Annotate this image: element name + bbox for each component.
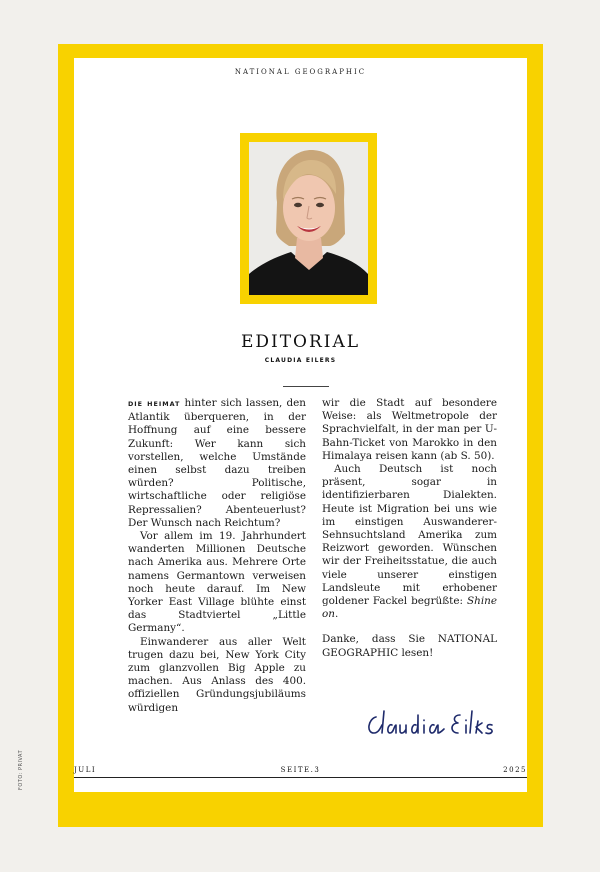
paragraph-4: wir die Stadt auf besondere Weise: als Weltmetropole der Sprachvielfalt, in der man per U-Bahn-Ticket von Marokko in den Himalaya reisen kann (ab S. 50). [322, 397, 497, 462]
portrait-photo [249, 142, 368, 295]
signature-drawing [362, 703, 502, 743]
paragraph-5-text: Auch Deutsch ist noch präsent, sogar in identifizierbaren Dialekten. Heute ist Migration bei uns wie im einstigen Auswanderer-Sehnsuchtsland Amerika zum Reizwort geworden. Wünschen wir der Freiheitsstatue, die auch viele unserer einstigen Landsleute mit erhobener goldener Fackel begrüßte: [322, 463, 497, 608]
masthead: NATIONAL GEOGRAPHIC [234, 68, 367, 76]
paragraph-5-end: . [334, 608, 339, 621]
photo-credit: FOTO: PRIVAT [18, 749, 24, 790]
footer-page-number: SEITE.3 [280, 766, 321, 774]
paragraph-3: Einwanderer aus aller Welt trugen dazu bei, New York City zum glanzvollen Big Apple zu machen. Aus Anlass des 400. offiziellen Gründungsjubiläums würdigen [128, 635, 306, 714]
portrait-frame [240, 133, 377, 304]
paragraph-2: Vor allem im 19. Jahrhundert wanderten Millionen Deutsche nach Amerika aus. Mehrere Orte namens Germantown verweisen noch heute darauf. Im New Yorker East Village blühte einst das Stadtviertel „Little Germany“. [128, 530, 306, 635]
editorial-title: EDITORIAL [240, 332, 361, 352]
footer-month: JULI [74, 766, 97, 774]
page-content [74, 58, 527, 792]
footer-year: 2025 [503, 766, 527, 774]
text-column-right [322, 397, 497, 660]
paragraph-5-italic: Shine on [322, 595, 497, 621]
page-footer [74, 766, 527, 792]
paragraph-1 [128, 397, 306, 530]
paragraph-5 [322, 463, 497, 621]
title-divider [283, 386, 329, 387]
text-column-left [128, 397, 306, 715]
paragraph-1-text: hinter sich lassen, den Atlantik überqueren, in der Hoffnung auf eine bessere Zukunft: Wer kann sich vorstellen, welche Umstände einen selbst dazu treiben würden? Politische, wirtschaftliche oder religiöse Repressalien? Abenteuerlust? Der Wunsch nach Reichtum? [128, 397, 306, 529]
yellow-border-frame [58, 44, 543, 827]
portrait-illustration [249, 142, 368, 295]
lead-in-caps: DIE HEIMAT [128, 400, 181, 408]
author-byline: CLAUDIA EILERS [264, 357, 337, 364]
handwritten-signature [362, 703, 502, 743]
closing-line: Danke, dass Sie NATIONAL GEOGRAPHIC lesen! [322, 633, 497, 659]
